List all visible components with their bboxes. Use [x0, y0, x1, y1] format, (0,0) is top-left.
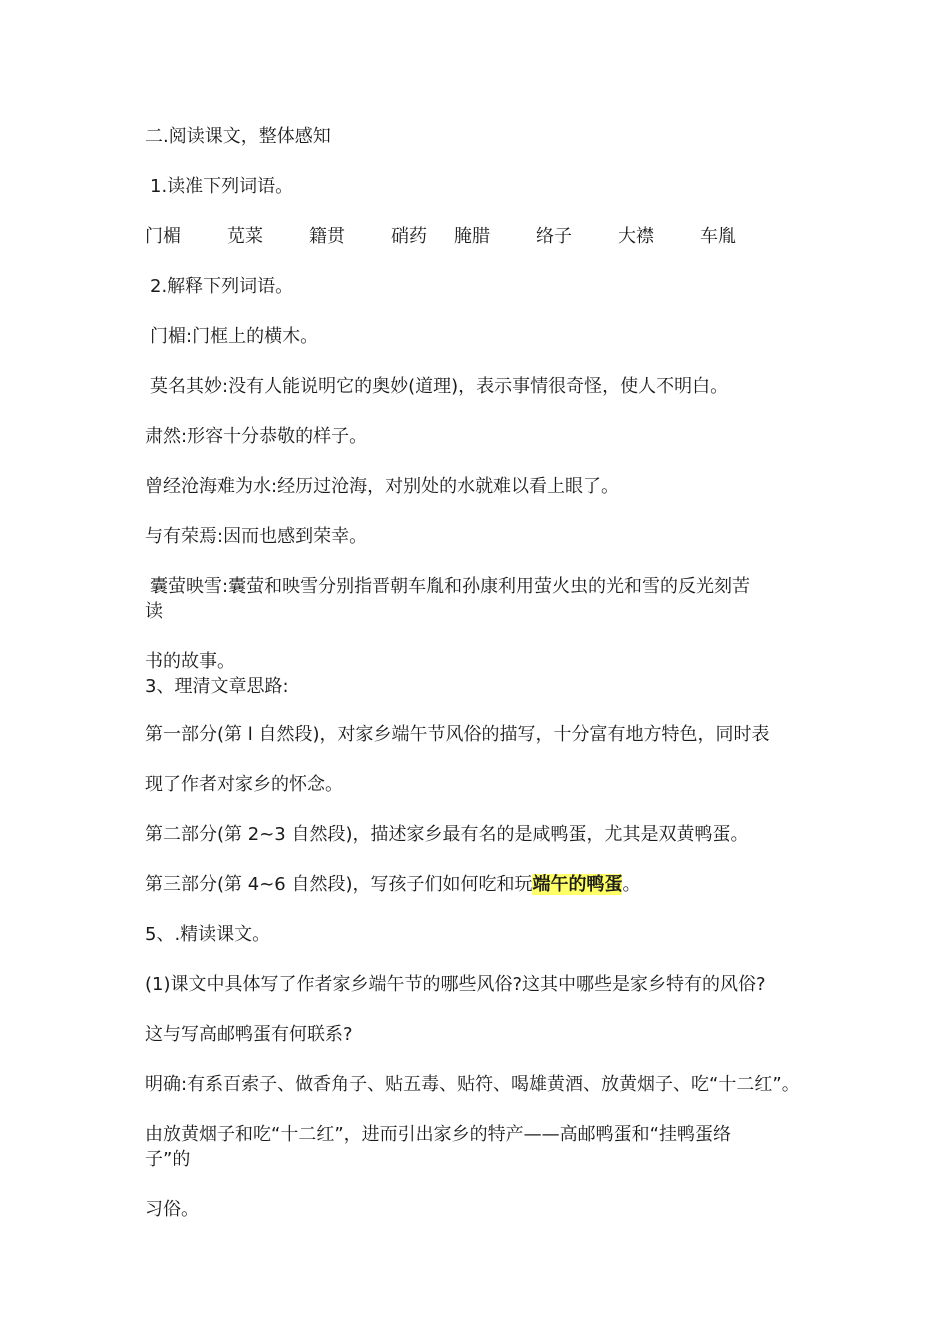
definition-text: 曾经沧海难为水:经历过沧海，对别处的水就难以看上眼了。 [145, 476, 620, 497]
section-heading: 二.阅读课文，整体感知 [145, 126, 331, 147]
question-2-title: 2.解释下列词语。 [150, 276, 294, 297]
definition-text: 莫名其妙:没有人能说明它的奥妙(道理)，表示事情很奇怪，使人不明白。 [150, 376, 729, 397]
vocab-word: 车胤 [700, 226, 736, 247]
definition-text: 肃然:形容十分恭敬的样子。 [145, 426, 368, 447]
answer-text: 子”的 [145, 1149, 191, 1170]
question-5-title: 5、.精读课文。 [145, 924, 271, 945]
answer-text: 明确:有系百索子、做香角子、贴五毒、贴符、喝雄黄酒、放黄烟子、吃“十二红”。 [145, 1074, 800, 1095]
vocab-word: 门楣 [145, 226, 181, 247]
answer-text: 习俗。 [145, 1199, 199, 1220]
outline-paragraph [145, 873, 640, 897]
definition-text: 门楣:门框上的横木。 [150, 326, 319, 347]
outline-text: 。 [622, 874, 641, 895]
vocab-word: 络子 [536, 226, 572, 247]
vocab-word: 大襟 [618, 226, 654, 247]
definition-text: 读 [145, 601, 163, 622]
question-text: 这与写高邮鸭蛋有何联系? [145, 1024, 353, 1045]
vocab-word: 籍贯 [309, 226, 345, 247]
outline-text: 第三部分(第 4~6 自然段)，写孩子们如何吃和玩 [145, 874, 533, 895]
definition-text: 囊萤映雪:囊萤和映雪分别指晋朝车胤和孙康利用萤火虫的光和雪的反光刻苦 [150, 576, 751, 597]
definition-text: 书的故事。 [145, 651, 235, 672]
outline-paragraph: 第二部分(第 2~3 自然段)，描述家乡最有名的是咸鸭蛋，尤其是双黄鸭蛋。 [145, 824, 749, 845]
answer-text: 由放黄烟子和吃“十二红”，进而引出家乡的特产——高邮鸭蛋和“挂鸭蛋络 [145, 1124, 731, 1145]
vocab-word: 苋菜 [227, 226, 263, 247]
question-1-title: 1.读准下列词语。 [150, 176, 294, 197]
question-text: (1)课文中具体写了作者家乡端午节的哪些风俗?这其中哪些是家乡特有的风俗? [145, 974, 766, 995]
vocab-word: 硝药 [391, 226, 427, 247]
outline-paragraph: 现了作者对家乡的怀念。 [145, 774, 343, 795]
outline-paragraph: 第一部分(第 l 自然段)，对家乡端午节风俗的描写，十分富有地方特色，同时表 [145, 724, 770, 745]
question-3-title: 3、理清文章思路: [145, 676, 289, 697]
vocab-word: 腌腊 [454, 226, 490, 247]
definition-text: 与有荣焉:因而也感到荣幸。 [145, 526, 368, 547]
highlighted-text: 端午的鸭蛋 [532, 874, 623, 895]
